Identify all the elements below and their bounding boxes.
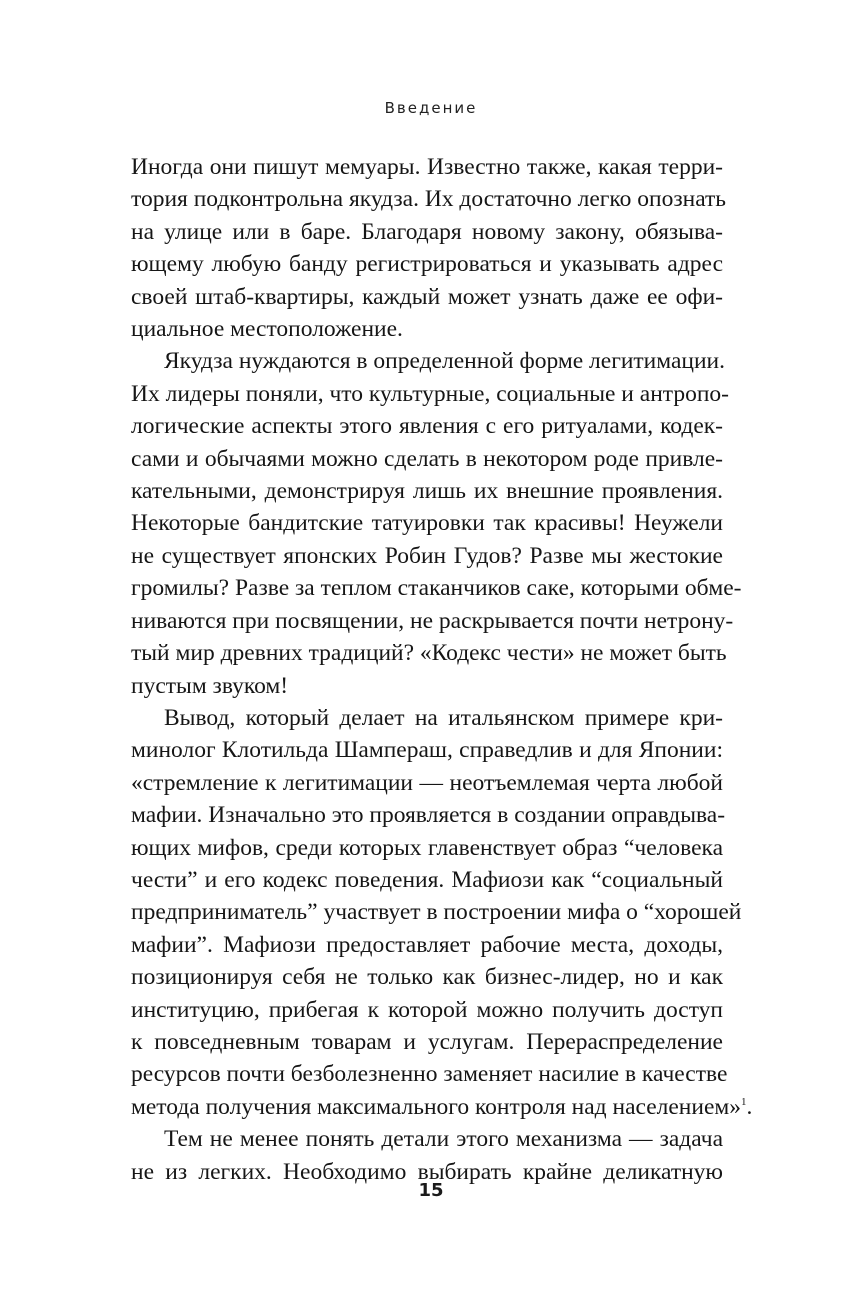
text-line: Якудза нуждаются в определенной форме легитимации. bbox=[164, 348, 725, 375]
text-line: мафии. Изначально это проявляется в создании оправдыва- bbox=[131, 802, 726, 829]
text-line: Иногда они пишут мемуары. Известно также, какая терри- bbox=[131, 154, 723, 180]
paragraph-1 bbox=[131, 151, 727, 345]
text-line: позиционируя себя не только как бизнес-лидер, но и как bbox=[131, 964, 723, 991]
text-line: минолог Клотильда Шампераш, справедлив и для Японии: bbox=[131, 737, 723, 764]
text-line: Некоторые бандитские татуировки так красивы! Неужели bbox=[131, 510, 723, 537]
text-line: не существует японских Робин Гудов? Разве мы жестокие bbox=[131, 542, 723, 569]
paragraph-3 bbox=[131, 702, 753, 1123]
text-line: логические аспекты этого явления с его ритуалами, кодек- bbox=[131, 413, 723, 440]
text-line: ющему любую банду регистрироваться и указывать адрес bbox=[131, 251, 723, 278]
text-line: своей штаб-квартиры, каждый может узнать даже ее офи- bbox=[131, 283, 723, 310]
text-line: тория подконтрольна якудза. Их достаточно легко опознать bbox=[131, 186, 727, 213]
paragraph-2 bbox=[131, 345, 742, 701]
text-line: Вывод, который делает на итальянском примере кри- bbox=[164, 704, 723, 731]
text-line: ющих мифов, среди которых главенствует образ “человека bbox=[131, 834, 723, 861]
text-line-with-footnote bbox=[131, 1091, 753, 1123]
text-line: на улице или в баре. Благодаря новому закону, обязыва- bbox=[131, 218, 723, 245]
text-line: мафии”. Мафиози предоставляет рабочие места, доходы, bbox=[131, 931, 723, 958]
text-line: к повседневным товарам и услугам. Перераспределение bbox=[131, 1028, 723, 1055]
page-number: 15 bbox=[418, 1180, 444, 1201]
text-line: громилы? Разве за теплом стаканчиков саке, которыми обме- bbox=[131, 575, 742, 602]
footnote-reference[interactable]: 1 bbox=[741, 1095, 747, 1108]
text-line: «стремление к легитимации — неотъемлемая черта любой bbox=[131, 769, 723, 796]
text-line: не из легких. Необходимо выбирать крайне деликатную bbox=[131, 1158, 723, 1185]
text-line: предприниматель” участвует в построении мифа о “хорошей bbox=[131, 899, 742, 926]
text-line: Тем не менее понять детали этого механизма — задача bbox=[164, 1126, 723, 1153]
body-text bbox=[131, 151, 753, 1188]
text-line: тый мир древних традиций? «Кодекс чести» не может быть bbox=[131, 640, 727, 667]
text-line: пустым звуком! bbox=[131, 672, 289, 699]
paragraph-4 bbox=[131, 1123, 723, 1188]
text-line: ресурсов почти безболезненно заменяет насилие в качестве bbox=[131, 1061, 728, 1088]
text-line: кательными, демонстрируя лишь их внешние проявления. bbox=[131, 478, 723, 505]
text-line: институцию, прибегая к которой можно получить доступ bbox=[131, 996, 723, 1023]
text-line: сами и обычаями можно сделать в некотором роде привле- bbox=[131, 445, 723, 472]
text-line: Их лидеры поняли, что культурные, социальные и антропо- bbox=[131, 380, 729, 407]
text-line: чести” и его кодекс поведения. Мафиози как “социальный bbox=[131, 866, 723, 893]
running-head: Введение bbox=[384, 99, 478, 117]
sentence-end: . bbox=[746, 1093, 753, 1120]
text-line: ниваются при посвящении, не раскрывается почти нетрону- bbox=[131, 607, 734, 634]
text-line: метода получения максимального контроля над населением» bbox=[131, 1093, 742, 1120]
text-line: циальное местоположение. bbox=[131, 316, 403, 343]
